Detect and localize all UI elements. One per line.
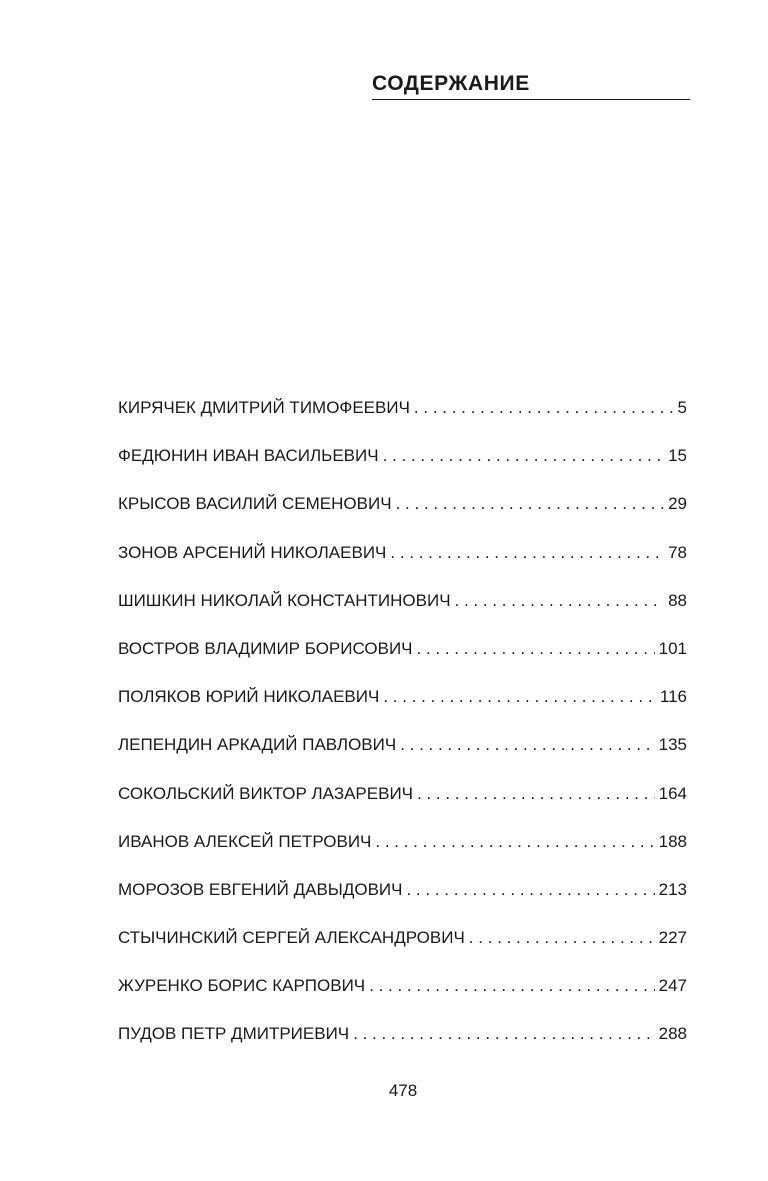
toc-leader-dots xyxy=(400,731,654,759)
toc-leader-dots xyxy=(469,924,655,952)
toc-entry[interactable] xyxy=(118,587,687,635)
toc-entry-page: 247 xyxy=(658,976,687,996)
toc-entry-name: СОКОЛЬСКИЙ ВИКТОР ЛАЗАРЕВИЧ xyxy=(118,783,413,803)
toc-leader-dots xyxy=(414,394,674,422)
toc-entry[interactable] xyxy=(118,876,687,924)
toc-leader-dots xyxy=(406,876,654,904)
toc-entry[interactable] xyxy=(118,539,687,587)
toc-leader-dots xyxy=(417,635,655,663)
toc-entry[interactable] xyxy=(118,731,687,779)
toc-entry-page: 213 xyxy=(658,879,687,899)
toc-leader-dots xyxy=(396,490,665,518)
toc-leader-dots xyxy=(417,780,655,808)
toc-entry-name: ШИШКИН НИКОЛАЙ КОНСТАНТИНОВИЧ xyxy=(118,590,451,610)
toc-entry-page: 88 xyxy=(668,590,687,610)
toc-entry-name: ФЕДЮНИН ИВАН ВАСИЛЬЕВИЧ xyxy=(118,446,379,466)
toc-entry[interactable] xyxy=(118,972,687,1020)
toc-entry-page: 227 xyxy=(658,928,687,948)
toc-entry-name: ВОСТРОВ ВЛАДИМИР БОРИСОВИЧ xyxy=(118,638,413,658)
page-number: 478 xyxy=(388,1081,418,1100)
toc-leader-dots xyxy=(383,683,656,711)
toc-entry[interactable] xyxy=(118,828,687,876)
toc-entry-page: 164 xyxy=(658,783,687,803)
toc-entry-name: ПУДОВ ПЕТР ДМИТРИЕВИЧ xyxy=(118,1024,350,1044)
toc-entry-page: 288 xyxy=(658,1024,687,1044)
toc-entry-name: ЗОНОВ АРСЕНИЙ НИКОЛАЕВИЧ xyxy=(118,542,387,562)
toc-entry-name: КИРЯЧЕК ДМИТРИЙ ТИМОФЕЕВИЧ xyxy=(118,398,410,417)
toc-leader-dots xyxy=(455,587,665,615)
toc-entry[interactable] xyxy=(118,490,687,538)
toc-entry-name: КРЫСОВ ВАСИЛИЙ СЕМЕНОВИЧ xyxy=(118,494,392,514)
contents-heading xyxy=(372,72,690,100)
toc-leader-dots xyxy=(369,972,654,1000)
toc-leader-dots xyxy=(383,442,665,470)
toc-entry-name: ЛЕПЕНДИН АРКАДИЙ ПАВЛОВИЧ xyxy=(118,735,397,755)
toc-leader-dots xyxy=(375,828,654,856)
toc-entry-name: ИВАНОВ АЛЕКСЕЙ ПЕТРОВИЧ xyxy=(118,831,372,851)
toc-entry-name: СТЫЧИНСКИЙ СЕРГЕЙ АЛЕКСАНДРОВИЧ xyxy=(118,928,465,948)
toc-entry[interactable] xyxy=(118,442,687,490)
toc-entry[interactable] xyxy=(118,924,687,972)
toc-entry-page: 78 xyxy=(668,542,687,562)
toc-entry[interactable] xyxy=(118,780,687,828)
toc-entry[interactable] xyxy=(118,635,687,683)
toc-entry-page: 188 xyxy=(658,831,687,851)
toc-entry-page: 135 xyxy=(658,735,687,755)
toc-leader-dots xyxy=(390,539,664,567)
toc-entry-page: 116 xyxy=(659,687,687,707)
toc-entry-page: 29 xyxy=(668,494,687,514)
toc-entry-name: ПОЛЯКОВ ЮРИЙ НИКОЛАЕВИЧ xyxy=(118,687,380,707)
toc-entry-name: МОРОЗОВ ЕВГЕНИЙ ДАВЫДОВИЧ xyxy=(118,879,403,899)
toc-leader-dots xyxy=(353,1020,655,1048)
toc-entry-page: 101 xyxy=(658,638,687,658)
contents-heading-text: СОДЕРЖАНИЕ xyxy=(372,72,530,95)
table-of-contents xyxy=(118,394,687,1069)
toc-entry[interactable] xyxy=(118,394,687,442)
toc-entry-page: 5 xyxy=(677,398,687,417)
toc-entry[interactable] xyxy=(118,1020,687,1068)
toc-entry[interactable] xyxy=(118,683,687,731)
toc-entry-page: 15 xyxy=(668,446,687,466)
toc-entry-name: ЖУРЕНКО БОРИС КАРПОВИЧ xyxy=(118,976,366,996)
